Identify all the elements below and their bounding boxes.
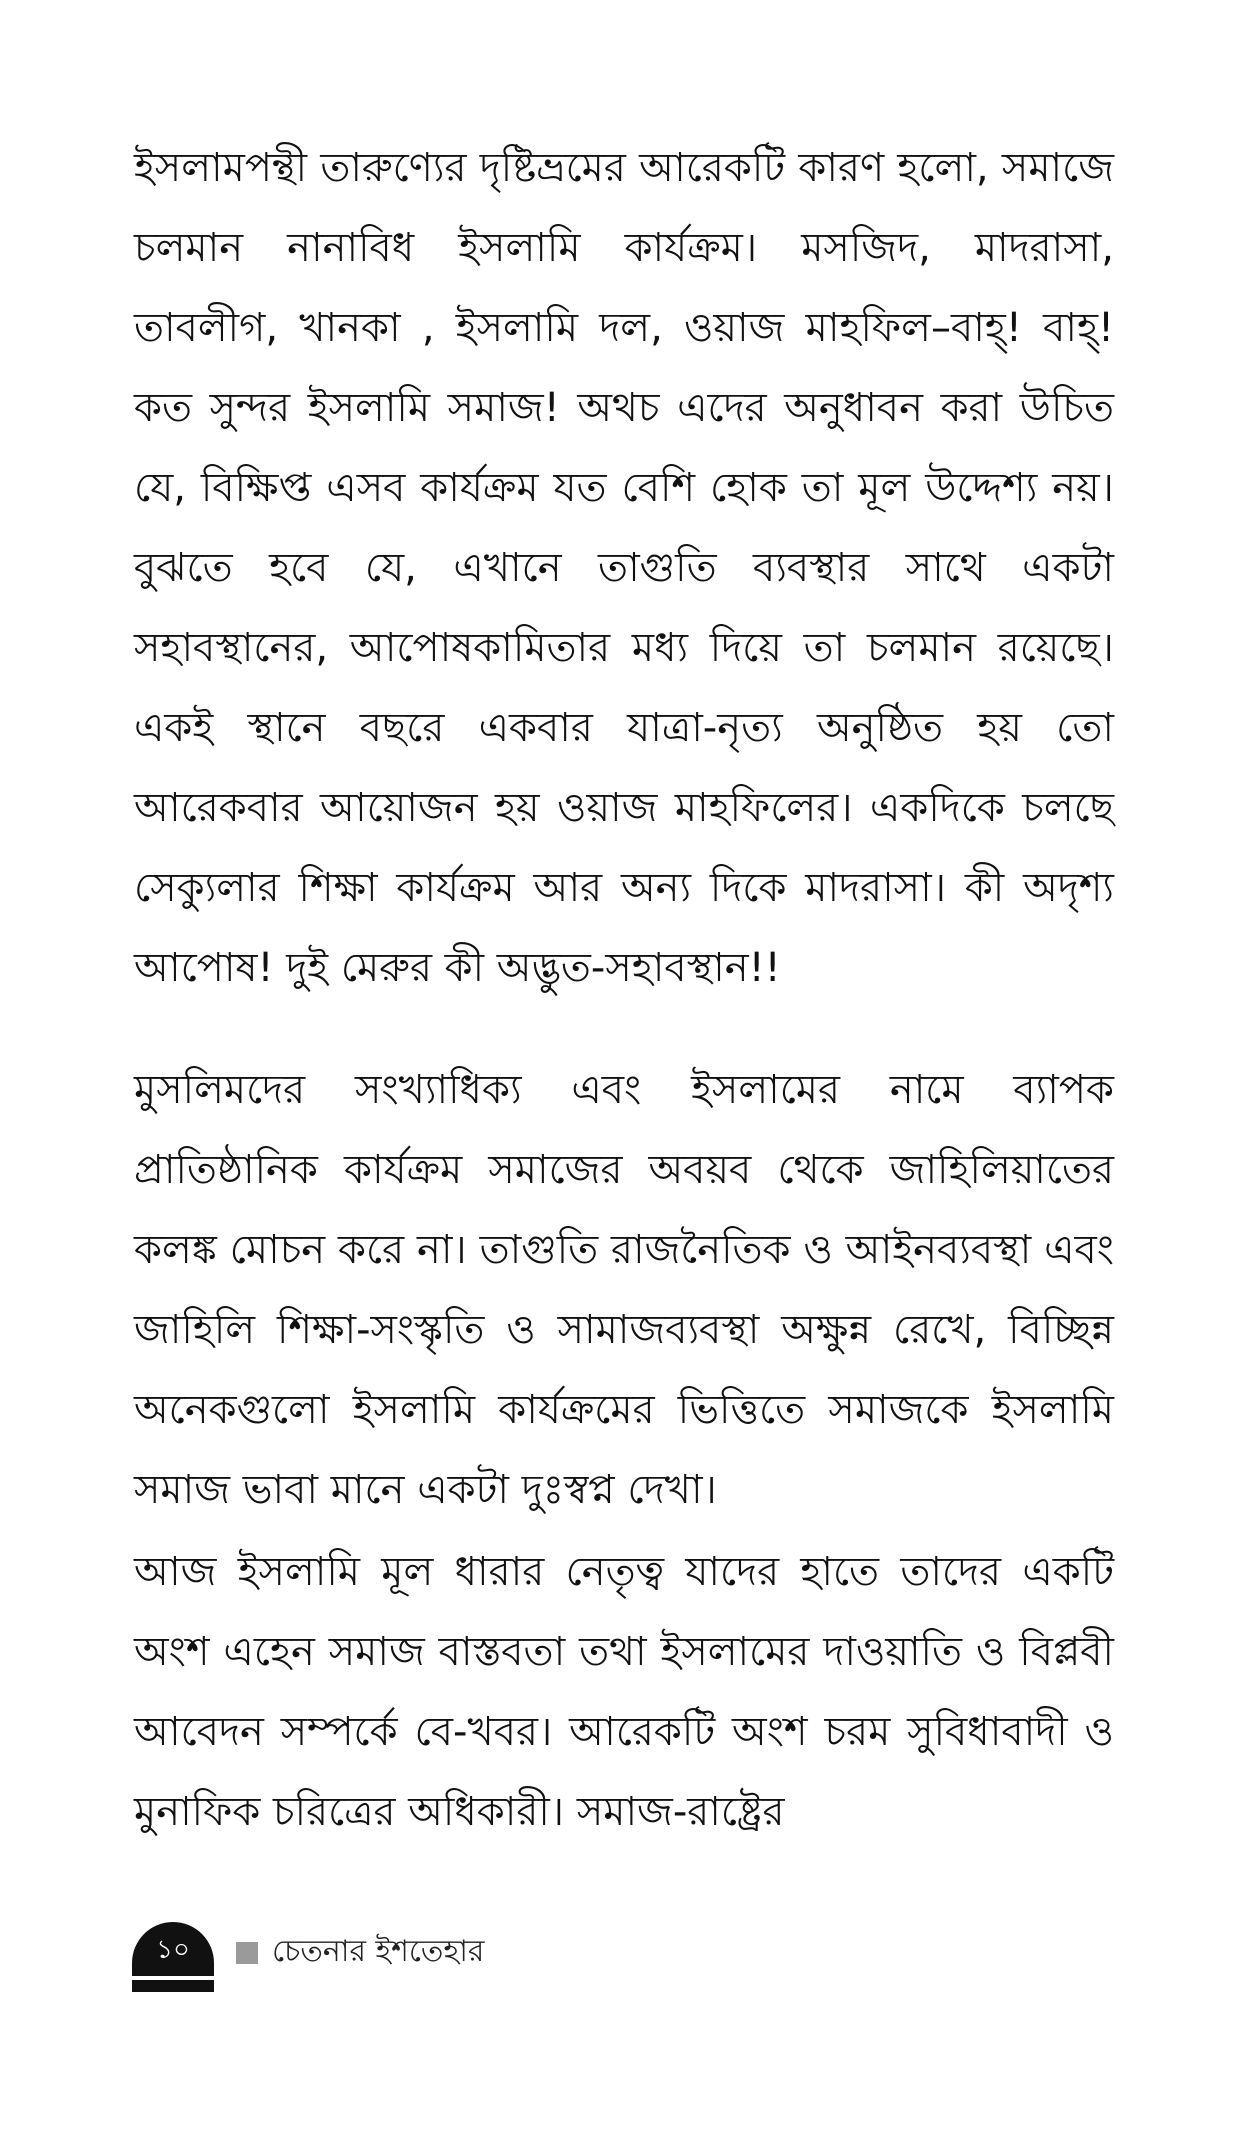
- page-number: ১০: [156, 1935, 190, 1965]
- paragraph-2-text: মুসলিমদের সংখ্যাধিক্য এবং ইসলামের নামে ব্যাপক প্রাতিষ্ঠানিক কার্যক্রম সমাজের অবয়ব থেকে জাহিলিয়াতের কলঙ্ক মোচন করে না। তাগুতি রাজনৈতিক ও আইনব্যবস্থা এবং জাহিলি শিক্ষা-সংস্কৃতি ও সামাজব্যবস্থা অক্ষুন্ন রেখে, বিচ্ছিন্ন অনেকগুলো ইসলামি কার্যক্রমের ভিত্তিতে সমাজকে ইসলামি সমাজ ভাবা মানে একটা দুঃস্বপ্ন দেখা।: [134, 1067, 1114, 1513]
- paragraph-3-text: আজ ইসলামি মূল ধারার নেতৃত্ব যাদের হাতে তাদের একটি অংশ এহেন সমাজ বাস্তবতা তথা ইসলামের দাওয়াতি ও বিপ্লবী আবেদন সম্পর্কে বে-খবর। আরেকটি অংশ চরম সুবিধাবাদী ও মুনাফিক চরিত্রের অধিকারী। সমাজ-রাষ্ট্রের: [134, 1549, 1114, 1835]
- page-number-underline: [132, 1980, 214, 1992]
- page-number-tab: [132, 1922, 214, 1976]
- paragraph-3: [134, 1532, 1114, 1852]
- paragraph-1: [134, 128, 1114, 1008]
- book-title: চেতনার ইশতেহার: [272, 1934, 485, 1969]
- square-bullet-icon: [236, 1942, 258, 1964]
- paragraph-2: [134, 1050, 1114, 1530]
- paragraph-1-text: ইসলামপন্থী তারুণ্যের দৃষ্টিভ্রমের আরেকটি কারণ হলো, সমাজে চলমান নানাবিধ ইসলামি কার্যক্রম। মসজিদ, মাদরাসা, তাবলীগ, খানকা , ইসলামি দল, ওয়াজ মাহফিল–বাহ্! বাহ্! কত সুন্দর ইসলামি সমাজ! অথচ এদের অনুধাবন করা উচিত যে, বিক্ষিপ্ত এসব কার্যক্রম যত বেশি হোক তা মূল উদ্দেশ্য নয়। বুঝতে হবে যে, এখানে তাগুতি ব্যবস্থার সাথে একটা সহাবস্থানের, আপোষকামিতার মধ্য দিয়ে তা চলমান রয়েছে। একই স্থানে বছরে একবার যাত্রা-নৃত্য অনুষ্ঠিত হয় তো আরেকবার আয়োজন হয় ওয়াজ মাহফিলের। একদিকে চলছে সেক্যুলার শিক্ষা কার্যক্রম আর অন্য দিকে মাদরাসা। কী অদৃশ্য আপোষ! দুই মেরুর কী অদ্ভুত-সহাবস্থান!!: [134, 145, 1114, 991]
- page-footer: [132, 1922, 732, 2012]
